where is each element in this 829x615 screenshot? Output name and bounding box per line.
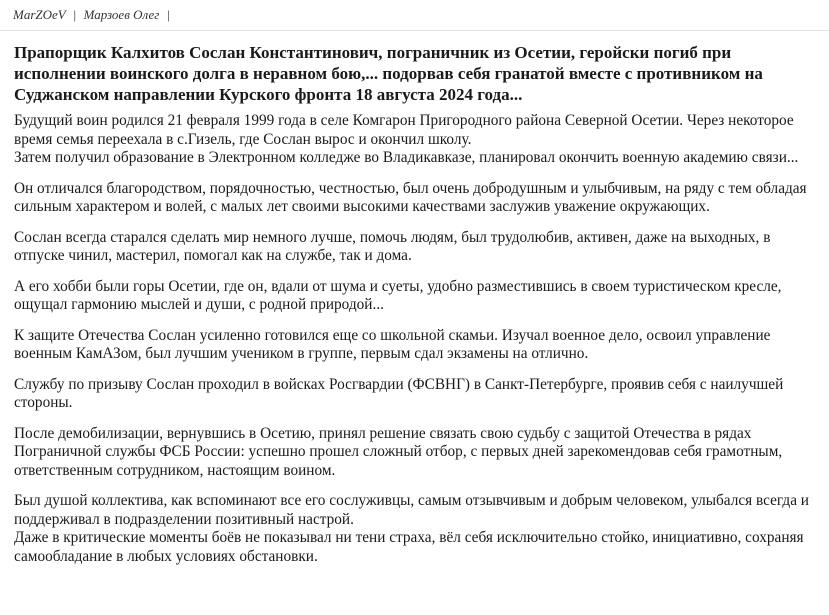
- paragraph-team-spirit: [14, 492, 816, 566]
- paragraph-line: Был душой коллектива, как вспоминают все его сослуживцы, самым отзывчивым и добрым человеком, улыбался всегда и поддерживал в подразделении позитивный настрой.: [14, 492, 809, 528]
- paragraph-line: Сослан всегда старался сделать мир немного лучше, помочь людям, был трудолюбив, активен, даже на выходных, в отпуске чинил, мастерил, помогал как на службе, так и дома.: [14, 228, 771, 264]
- paragraph-line: К защите Отечества Сослан усиленно готовился еще со школьной скамьи. Изучал военное дело, освоил управление военным КамАЗом, был лучшим учеником в группе, первым сдал экзамены на отлично.: [14, 326, 771, 362]
- paragraph-diligence: [14, 229, 816, 266]
- paragraph-border-service: [14, 425, 816, 481]
- paragraph-line: Службу по призыву Сослан проходил в войсках Росгвардии (ФСВНГ) в Санкт-Петербурге, проявив себя с наилучшей стороны.: [14, 375, 784, 411]
- author-header: [13, 6, 174, 24]
- paragraph-preparation: [14, 327, 816, 364]
- paragraph-conscription: [14, 376, 816, 413]
- article: [14, 42, 816, 578]
- header-trailing-separator: |: [166, 7, 171, 22]
- paragraph-character: [14, 180, 816, 217]
- paragraph-line: А его хобби были горы Осетии, где он, вдали от шума и суеты, удобно разместившись в своем туристическом кресле, ощущал гармонию мыслей и души, с родной природой...: [14, 277, 782, 313]
- paragraph-line: После демобилизации, вернувшись в Осетию, принял решение связать свою судьбу с защитой Отечества в рядах Пограничной службы ФСБ России: успешно прошел сложный отбор, с первых дней зарекомендовав себя грамотным, ответственным сотрудником, настоящим воином.: [14, 424, 783, 479]
- article-title: Прапорщик Калхитов Сослан Константинович, пограничник из Осетии, геройски погиб при исполнении воинского долга в неравном бою,... подорвав себя гранатой вместе с противником на Суджанском направлении Курского фронта 18 августа 2024 года...: [14, 43, 763, 104]
- header-divider: [0, 30, 829, 31]
- paragraph-hobby: [14, 278, 816, 315]
- paragraph-line: Он отличался благородством, порядочностью, честностью, был очень добродушным и улыбчивым, на ряду с тем обладая сильным характером и волей, с малых лет своими высокими качествами заслужив уважение окружающих.: [14, 179, 807, 215]
- author-name[interactable]: Марзоев Олег: [83, 7, 160, 22]
- header-separator: |: [72, 7, 77, 22]
- paragraph-birth: [14, 112, 816, 168]
- paragraph-line: Будущий воин родился 21 февраля 1999 года в селе Комгарон Пригородного района Северной Осетии. Через некоторое время семья переехала в с.Гизель, где Сослан вырос и окончил школу.: [14, 112, 794, 148]
- author-nick[interactable]: MarZOeV: [13, 7, 66, 22]
- paragraph-line: Даже в критические моменты боёв не показывал ни тени страха, вёл себя исключительно стойко, инициативно, сохраняя самообладание в любых условиях обстановки.: [14, 529, 804, 565]
- paragraph-line: Затем получил образование в Электронном колледже во Владикавказе, планировал окончить военную академию связи...: [14, 149, 799, 166]
